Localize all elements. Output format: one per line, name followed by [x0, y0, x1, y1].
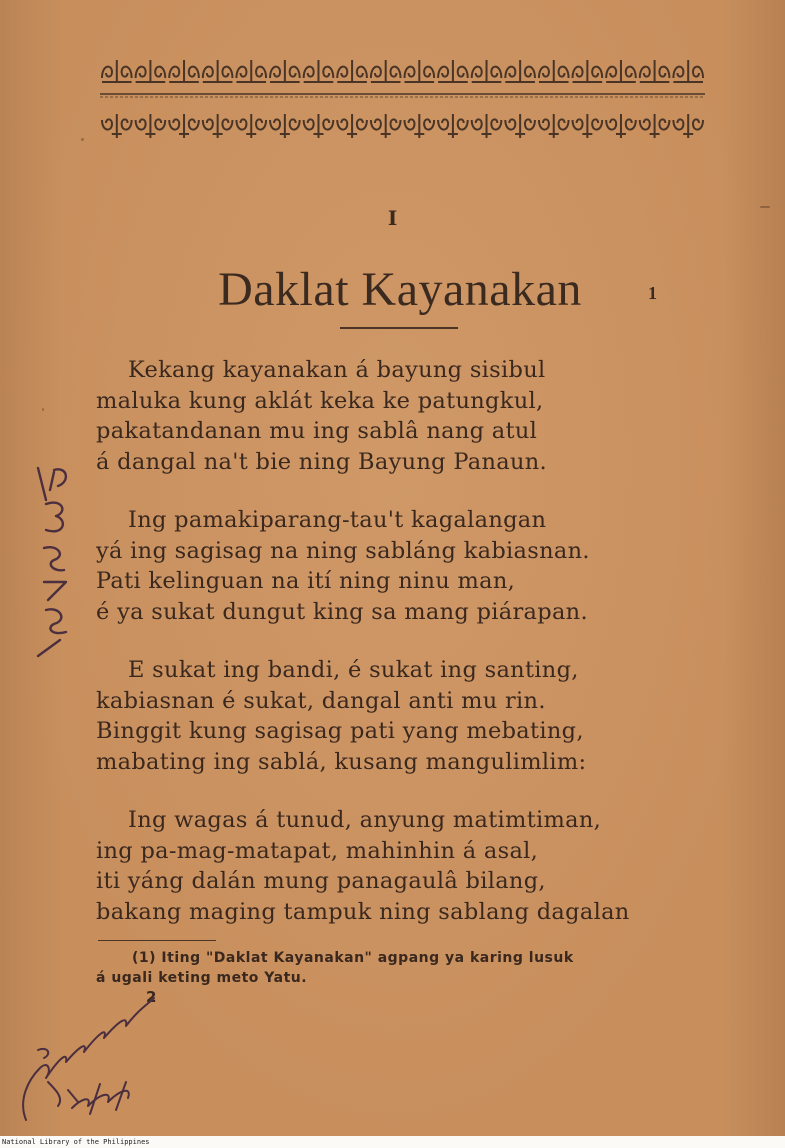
- stanza-2: [96, 505, 716, 627]
- poem-line: pakatandanan mu ing sablâ nang atul: [96, 418, 538, 444]
- ornament-motif: [304, 60, 334, 82]
- title-footnote-marker: 1: [648, 283, 657, 303]
- ornament-motif: [573, 60, 603, 82]
- footnote-line: (1) Iting "Daklat Kayanakan" agpang ya karing lusuk: [132, 950, 574, 966]
- poem-line: Ing pamakiparang-tau't kagalangan: [128, 507, 547, 533]
- footnote: [96, 948, 706, 988]
- ornament-motif: [270, 60, 300, 82]
- poem-line: Binggit kung sagisag pati yang mebating,: [96, 718, 584, 744]
- ornament-motif: [405, 60, 435, 82]
- ornament-motif: [304, 114, 334, 138]
- ornament-motif: [136, 60, 166, 82]
- ornament-motif: [236, 60, 266, 82]
- ornament-motif: [472, 114, 502, 138]
- ornament-motif: [371, 114, 401, 138]
- poem-line: é ya sukat dungut king sa mang piárapan.: [96, 598, 588, 625]
- ornament-motif: [472, 60, 502, 82]
- handwritten-signature: [8, 990, 178, 1130]
- ornament-motif: [169, 60, 199, 82]
- poem-line: bakang maging tampuk ning sablang dagalan: [96, 898, 630, 925]
- ornament-motif: [606, 60, 636, 82]
- poem-line: Kekang kayanakan á bayung sisibul: [128, 357, 546, 383]
- poem-line: kabiasnan é sukat, dangal anti mu rin.: [96, 687, 546, 714]
- stanza-3: [96, 655, 716, 777]
- ornament-motif: [539, 60, 569, 82]
- page-title: Daklat Kayanakan: [218, 263, 582, 316]
- ornament-motif: [673, 114, 703, 138]
- chapter-number: I: [387, 206, 398, 230]
- ornament-motif: [102, 114, 132, 138]
- ornament-motif: [102, 60, 132, 82]
- ornament-motif: [673, 60, 703, 82]
- ornament-motif: [640, 114, 670, 138]
- ornament-motif: [539, 114, 569, 138]
- ornament-motif: [337, 114, 367, 138]
- ornament-motif: [505, 60, 535, 82]
- title-underline: [340, 327, 458, 329]
- poem-line: yá ing sagisag na ning sabláng kabiasnan.: [96, 537, 590, 564]
- ornament-motif: [438, 60, 468, 82]
- poem-line: á dangal na't bie ning Bayung Panaun.: [96, 448, 548, 475]
- bottom-ornament-border: [100, 110, 705, 142]
- ornament-motif: [505, 114, 535, 138]
- poem-line: Ing wagas á tunud, anyung matimtiman,: [128, 807, 602, 833]
- ornament-motif: [236, 114, 266, 138]
- poem-line: E sukat ing bandi, é sukat ing santing,: [128, 657, 579, 683]
- poem-line: Pati kelinguan na ití ning ninu man,: [96, 568, 516, 594]
- ornament-motif: [136, 114, 166, 138]
- ornament-motif: [371, 60, 401, 82]
- ornament-motif: [270, 114, 300, 138]
- poem-line: maluka kung aklát keka ke patungkul,: [96, 387, 544, 414]
- ornament-divider-rule: [100, 92, 705, 98]
- ornament-motif: [203, 60, 233, 82]
- ornament-motif: [438, 114, 468, 138]
- poem-line: iti yáng dalán mung panagaulâ bilang,: [96, 868, 546, 894]
- stanza-1: [96, 355, 716, 477]
- footnote-rule: [98, 940, 216, 941]
- stanza-4: [96, 805, 716, 927]
- ornament-motif: [337, 60, 367, 82]
- footnote-line: á ugali keting meto Yatu.: [96, 970, 308, 986]
- poem-line: mabating ing sablá, kusang mangulimlim:: [96, 748, 587, 775]
- ornament-motif: [573, 114, 603, 138]
- ornament-motif: [606, 114, 636, 138]
- ornament-motif: [169, 114, 199, 138]
- poem-line: ing pa-mag-matapat, mahinhin á asal,: [96, 837, 539, 864]
- page-number: 2: [146, 988, 157, 1006]
- handwritten-call-number: [24, 460, 74, 660]
- ornament-motif: [405, 114, 435, 138]
- ornament-motif: [640, 60, 670, 82]
- credit-line: National Library of the Philippines: [2, 1138, 150, 1146]
- top-ornament-border: [100, 54, 705, 86]
- ornament-motif: [203, 114, 233, 138]
